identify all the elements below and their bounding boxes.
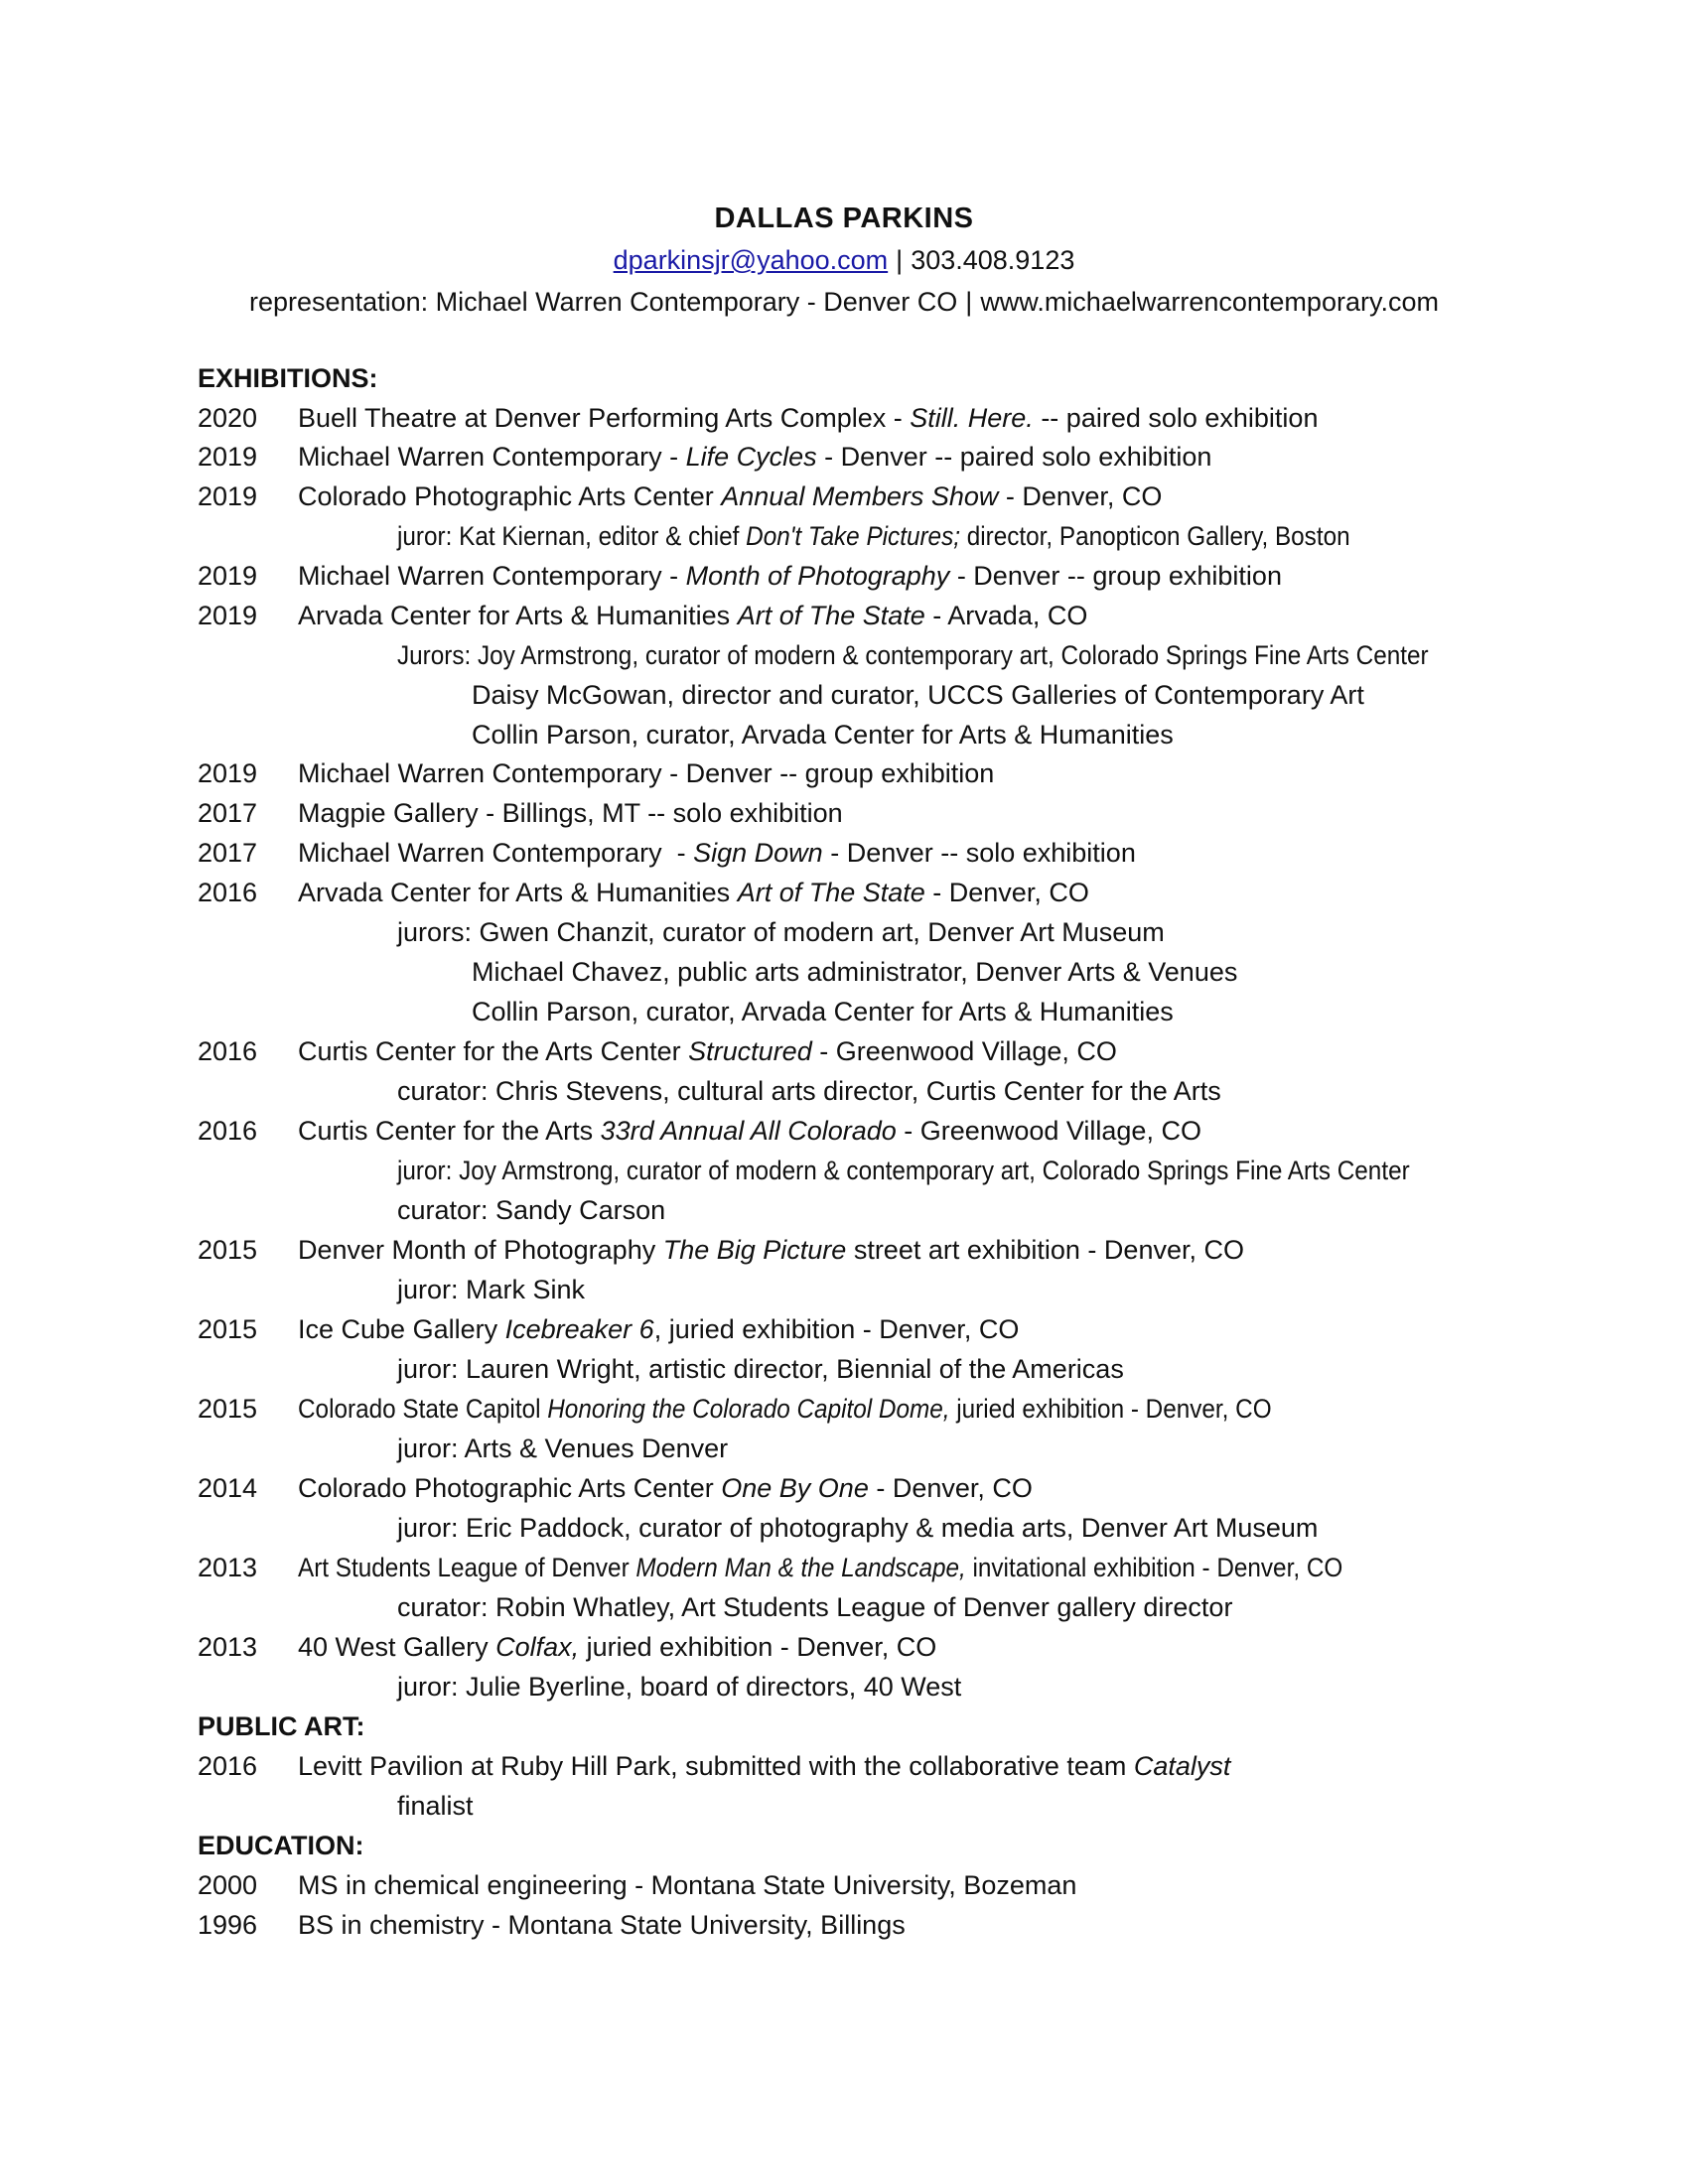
juror-line: juror: Eric Paddock, curator of photography & media arts, Denver Art Museum — [397, 1513, 1319, 1543]
year: 1996 — [198, 1910, 258, 1940]
curator-line: curator: Chris Stevens, cultural arts director, Curtis Center for the Arts — [397, 1076, 1221, 1106]
education-entry: MS in chemical engineering - Montana State University, Bozeman — [298, 1870, 1077, 1900]
year: 2017 — [198, 798, 258, 828]
section-heading-education: EDUCATION: — [198, 1831, 364, 1860]
exhibition-entry: Michael Warren Contemporary - Denver -- group exhibition — [298, 758, 995, 788]
juror-line: juror: Joy Armstrong, curator of modern & contemporary art, Colorado Springs Fine Arts Center — [397, 1156, 1410, 1185]
public-art-entry: Levitt Pavilion at Ruby Hill Park, submitted with the collaborative team Catalyst — [298, 1751, 1231, 1781]
year: 2017 — [198, 838, 258, 868]
year: 2019 — [198, 481, 258, 511]
year: 2019 — [198, 442, 258, 472]
public-art-status: finalist — [397, 1791, 474, 1821]
exhibition-entry: Curtis Center for the Arts 33rd Annual All Colorado - Greenwood Village, CO — [298, 1116, 1201, 1146]
exhibition-entry: Arvada Center for Arts & Humanities Art of The State - Arvada, CO — [298, 601, 1088, 630]
year: 2020 — [198, 403, 258, 433]
exhibition-entry: Curtis Center for the Arts Center Structured - Greenwood Village, CO — [298, 1036, 1117, 1066]
exhibition-entry: 40 West Gallery Colfax, juried exhibition - Denver, CO — [298, 1632, 937, 1662]
exhibition-entry: Michael Warren Contemporary - Sign Down - Denver -- solo exhibition — [298, 838, 1136, 868]
year: 2014 — [198, 1473, 258, 1503]
curator-line: curator: Sandy Carson — [397, 1195, 666, 1225]
year: 2016 — [198, 1116, 258, 1146]
year: 2015 — [198, 1394, 258, 1424]
year: 2013 — [198, 1632, 258, 1662]
separator: | — [896, 245, 904, 275]
juror-line: Jurors: Joy Armstrong, curator of modern & contemporary art, Colorado Springs Fine Arts Center — [397, 640, 1429, 670]
contact-line — [0, 245, 1688, 276]
year: 2013 — [198, 1553, 258, 1582]
juror-line: juror: Mark Sink — [397, 1275, 586, 1304]
exhibition-entry: Ice Cube Gallery Icebreaker 6, juried exhibition - Denver, CO — [298, 1314, 1020, 1344]
year: 2000 — [198, 1870, 258, 1900]
juror-line: Collin Parson, curator, Arvada Center for Arts & Humanities — [472, 720, 1174, 750]
separator: | — [965, 287, 973, 317]
year: 2019 — [198, 561, 258, 591]
phone-number: 303.408.9123 — [911, 245, 1075, 275]
email-link[interactable]: dparkinsjr@yahoo.com — [613, 245, 889, 275]
year: 2016 — [198, 1751, 258, 1781]
representation-text: representation: Michael Warren Contemporary - Denver CO — [249, 287, 958, 317]
exhibition-entry: Colorado State Capitol Honoring the Colorado Capitol Dome, juried exhibition - Denver, CO — [298, 1394, 1272, 1424]
year: 2019 — [198, 758, 258, 788]
artist-name: DALLAS PARKINS — [714, 203, 974, 234]
year: 2019 — [198, 601, 258, 630]
representation-line — [0, 287, 1688, 318]
exhibition-entry: Colorado Photographic Arts Center Annual Members Show - Denver, CO — [298, 481, 1163, 511]
year: 2016 — [198, 878, 258, 907]
juror-line: Collin Parson, curator, Arvada Center for Arts & Humanities — [472, 997, 1174, 1026]
year: 2015 — [198, 1314, 258, 1344]
exhibition-entry: Arvada Center for Arts & Humanities Art of The State - Denver, CO — [298, 878, 1089, 907]
juror-line: juror: Kat Kiernan, editor & chief Don't Take Pictures; director, Panopticon Gallery, Boston — [397, 521, 1350, 551]
year: 2016 — [198, 1036, 258, 1066]
section-heading-public-art: PUBLIC ART: — [198, 1711, 365, 1741]
juror-line: Daisy McGowan, director and curator, UCCS Galleries of Contemporary Art — [472, 680, 1364, 710]
website: www.michaelwarrencontemporary.com — [980, 287, 1439, 317]
exhibition-entry: Michael Warren Contemporary - Life Cycles - Denver -- paired solo exhibition — [298, 442, 1212, 472]
education-entry: BS in chemistry - Montana State University, Billings — [298, 1910, 906, 1940]
exhibition-entry: Michael Warren Contemporary - Month of Photography - Denver -- group exhibition — [298, 561, 1282, 591]
exhibition-entry: Buell Theatre at Denver Performing Arts Complex - Still. Here. -- paired solo exhibition — [298, 403, 1319, 433]
juror-line: juror: Arts & Venues Denver — [397, 1433, 729, 1463]
exhibition-entry: Magpie Gallery - Billings, MT -- solo exhibition — [298, 798, 843, 828]
year: 2015 — [198, 1235, 258, 1265]
juror-line: jurors: Gwen Chanzit, curator of modern art, Denver Art Museum — [397, 917, 1165, 947]
juror-line: juror: Julie Byerline, board of directors, 40 West — [397, 1672, 962, 1702]
exhibition-entry: Art Students League of Denver Modern Man & the Landscape, invitational exhibition - Denver, CO — [298, 1553, 1343, 1582]
curator-line: curator: Robin Whatley, Art Students League of Denver gallery director — [397, 1592, 1233, 1622]
juror-line: Michael Chavez, public arts administrator, Denver Arts & Venues — [472, 957, 1238, 987]
exhibition-entry: Denver Month of Photography The Big Picture street art exhibition - Denver, CO — [298, 1235, 1244, 1265]
juror-line: juror: Lauren Wright, artistic director, Biennial of the Americas — [397, 1354, 1124, 1384]
exhibition-entry: Colorado Photographic Arts Center One By One - Denver, CO — [298, 1473, 1033, 1503]
section-heading-exhibitions: EXHIBITIONS: — [198, 363, 378, 393]
